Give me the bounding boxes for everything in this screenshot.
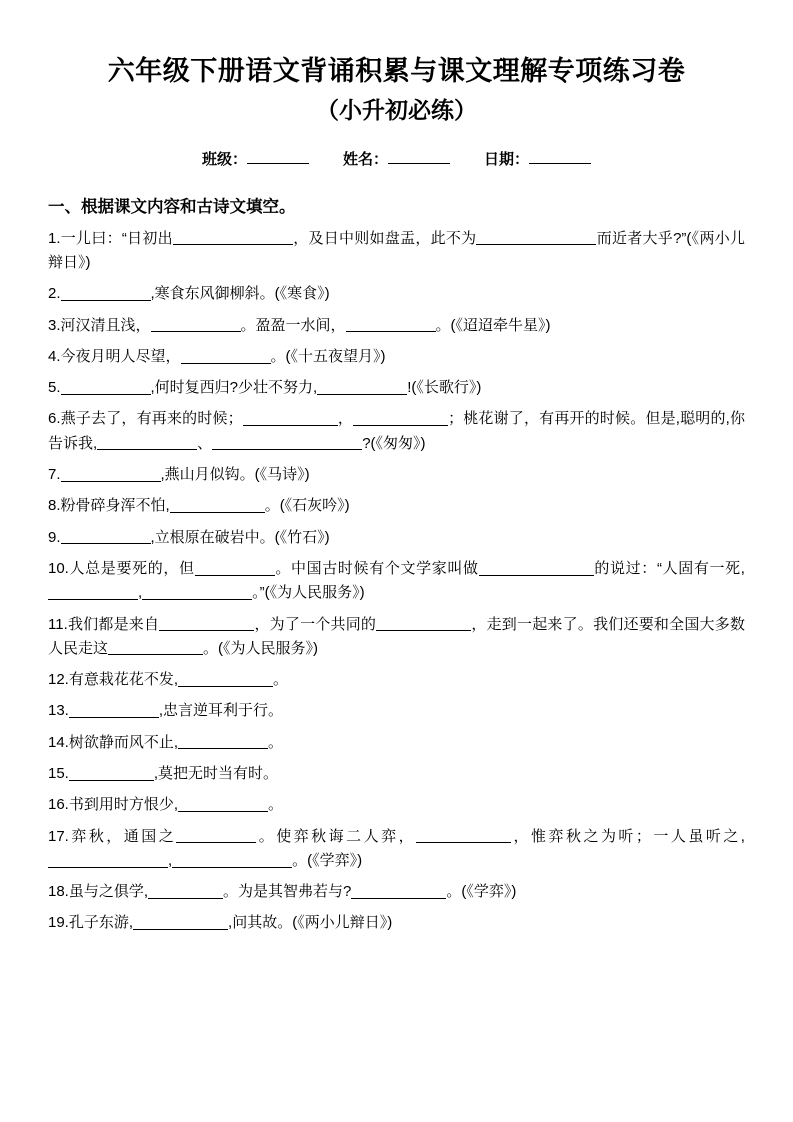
question-text: 粉骨碎身浑不怕, [60,497,170,515]
question-text: 树欲静而风不止, [68,733,179,751]
question-text: 的说过：“人固有一死, [593,559,745,577]
answer-blank[interactable] [61,284,151,301]
question-number: 3. [48,316,61,334]
question-item [48,227,745,276]
answer-blank[interactable] [69,701,159,718]
question-number: 7. [48,466,61,484]
question-text: ，走到一起来了。我们还要和全国大多数人民走这 [48,615,745,657]
answer-blank[interactable] [61,378,151,395]
class-blank[interactable] [247,148,309,164]
question-text: 。 [268,733,284,751]
answer-blank[interactable] [346,315,436,332]
question-text: 河汉清且浅， [60,316,151,334]
question-text: 而近者大乎?”(《两小儿辩日》) [48,229,745,271]
question-item [48,494,745,518]
answer-blank[interactable] [48,583,138,600]
question-text: 。(《十五夜望月》) [270,347,386,365]
question-number: 5. [48,379,61,397]
answer-blank[interactable] [178,670,273,687]
question-number: 4. [48,347,61,365]
answer-blank[interactable] [142,583,252,600]
answer-blank[interactable] [243,409,338,426]
question-item [48,825,745,874]
question-number: 17. [48,827,69,845]
question-text: 书到用时方恨少, [68,796,179,814]
question-item [48,880,745,904]
question-list [48,227,745,936]
answer-blank[interactable] [148,882,223,899]
question-text: 弈秋，通国之 [68,827,177,845]
question-text: 。盈盈一水间， [240,316,346,334]
answer-blank[interactable] [108,639,203,656]
name-blank[interactable] [388,148,450,164]
page-title: 六年级下册语文背诵积累与课文理解专项练习卷 [107,56,686,86]
answer-blank[interactable] [48,851,168,868]
question-text: ， [337,410,354,428]
question-text: 有意栽花花不发, [68,671,179,689]
answer-blank[interactable] [476,229,596,246]
question-item [48,282,745,306]
question-text: 一儿曰：“日初出 [60,229,173,247]
question-text: 人总是要死的，但 [68,559,195,577]
question-number: 13. [48,702,69,720]
answer-blank[interactable] [178,733,268,750]
question-number: 19. [48,914,69,932]
question-text: 孔子东游, [68,914,134,932]
answer-blank[interactable] [212,434,362,451]
answer-blank[interactable] [159,614,254,631]
class-label: 班级： [201,150,247,168]
question-text: 我们都是来自 [67,615,160,633]
question-number: 10. [48,559,69,577]
page-subtitle: （小升初必练） [316,97,477,124]
question-text: 、 [197,434,213,452]
question-text: 。中国古时候有个文学家叫做 [274,559,479,577]
question-text: 。”(《为人民服务》) [252,584,365,602]
question-text: ,寒食东风御柳斜。(《寒食》) [150,285,330,303]
question-item [48,376,745,400]
answer-blank[interactable] [151,315,241,332]
answer-blank[interactable] [351,882,446,899]
answer-blank[interactable] [181,347,271,364]
question-text: 。 [273,671,289,689]
question-text: ，及日中则如盘盂，此不为 [292,229,477,247]
question-text: 今夜月明人尽望， [60,347,181,365]
question-text: 。(《学弈》) [446,883,517,901]
date-field [484,148,591,169]
answer-blank[interactable] [97,434,197,451]
name-label: 姓名： [342,150,388,168]
section-heading-1: 一、根据课文内容和古诗文填空。 [48,197,296,216]
answer-blank[interactable] [69,764,154,781]
question-text: 。为是其智弗若与? [223,883,352,901]
answer-blank[interactable] [178,795,268,812]
question-number: 12. [48,671,69,689]
question-item [48,911,745,935]
question-item [48,463,745,487]
question-text: 。使弈秋诲二人弈， [256,827,417,845]
question-item [48,613,745,662]
question-text: !(《长歌行》) [407,379,482,397]
answer-blank[interactable] [176,827,256,844]
question-item [48,314,745,338]
question-number: 1. [48,229,61,247]
student-info-row [48,148,745,169]
question-number: 14. [48,733,69,751]
question-number: 6. [48,410,61,428]
question-item [48,668,745,692]
question-number: 18. [48,883,69,901]
question-number: 9. [48,528,61,546]
answer-blank[interactable] [133,913,228,930]
answer-blank[interactable] [195,559,275,576]
question-text: 。(《学弈》) [292,851,363,869]
answer-blank[interactable] [172,851,292,868]
question-item [48,731,745,755]
question-item [48,345,745,369]
name-field [343,148,450,169]
question-text: 。(《为人民服务》) [203,639,319,657]
question-item [48,526,745,550]
question-number: 2. [48,285,61,303]
question-text: ,忠言逆耳利于行。 [158,702,284,720]
question-item [48,793,745,817]
question-text: 。(《迢迢牵牛星》) [435,316,551,334]
question-number: 15. [48,764,69,782]
question-item [48,699,745,723]
answer-blank[interactable] [61,465,161,482]
answer-blank[interactable] [173,229,293,246]
question-text: , [138,584,143,602]
question-text: 。 [268,796,284,814]
question-text: ，惟弈秋之为听；一人虽听之, [511,827,745,845]
question-text: 燕子去了，有再来的时候； [60,410,243,428]
question-text: 虽与之俱学, [68,883,149,901]
answer-blank[interactable] [416,827,511,844]
question-item [48,407,745,456]
answer-blank[interactable] [479,559,594,576]
question-text: ,莫把无时当有时。 [153,764,279,782]
answer-blank[interactable] [376,614,471,631]
question-text: ,问其故。(《两小儿辩日》) [228,914,393,932]
question-text: ；桃花谢了，有再开的时候。但是,聪明的,你告诉我, [48,410,745,452]
question-item [48,557,745,606]
question-text: ,立根原在破岩中。(《竹石》) [150,528,330,546]
question-text: ?(《匆匆》) [362,434,426,452]
answer-blank[interactable] [61,528,151,545]
question-text: ,何时复西归?少壮不努力, [150,379,318,397]
question-number: 11. [48,615,68,633]
question-text: 。(《石灰吟》) [264,497,350,515]
question-text: ,燕山月似钩。(《马诗》) [160,466,310,484]
date-blank[interactable] [529,148,591,164]
date-label: 日期： [484,150,530,168]
answer-blank[interactable] [317,378,407,395]
question-item [48,762,745,786]
class-field [202,148,309,169]
question-text: ，为了一个共同的 [254,615,377,633]
answer-blank[interactable] [353,409,448,426]
answer-blank[interactable] [170,496,265,513]
question-number: 16. [48,796,69,814]
question-text: , [168,851,173,869]
question-number: 8. [48,497,61,515]
